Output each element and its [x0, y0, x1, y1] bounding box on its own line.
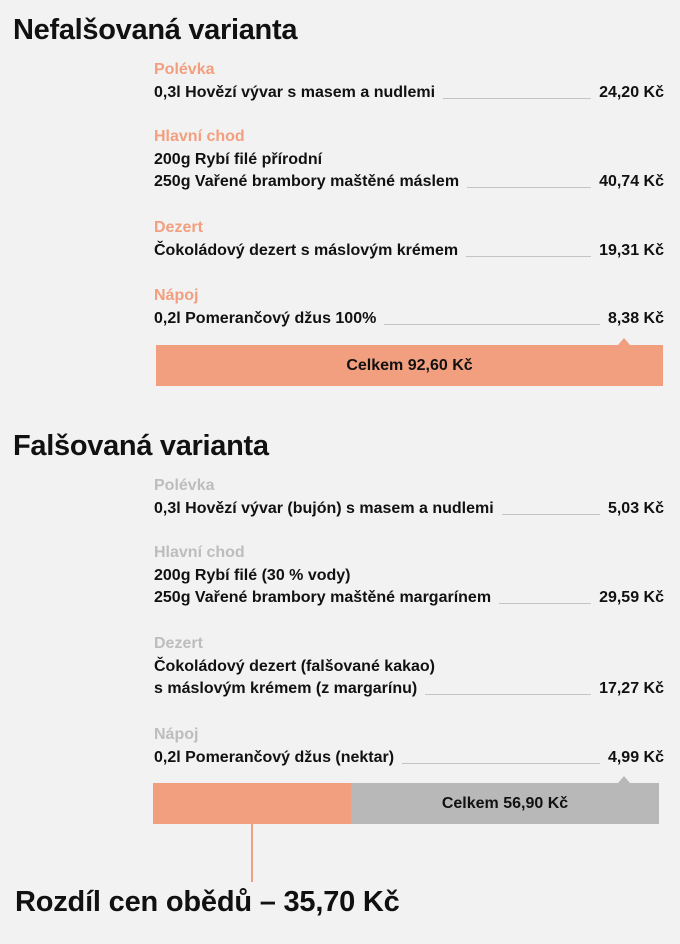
item-text: 0,3l Hovězí vývar s masem a nudlemi — [154, 84, 436, 101]
leader-line — [402, 763, 600, 764]
menu-item-drink — [154, 725, 664, 769]
menu-item-main — [154, 127, 664, 193]
item-line — [154, 308, 664, 330]
category-label: Dezert — [154, 635, 203, 652]
category-label: Polévka — [154, 61, 215, 78]
item-line — [154, 747, 664, 769]
item-price: 29,59 Kč — [599, 589, 664, 606]
bar-total-adulterated — [351, 783, 659, 824]
leader-line — [425, 694, 591, 695]
item-line — [154, 498, 664, 520]
item-price: 5,03 Kč — [607, 500, 664, 517]
item-line — [154, 171, 664, 193]
item-line — [154, 587, 664, 609]
item-price: 4,99 Kč — [607, 749, 664, 766]
item-price: 24,20 Kč — [599, 84, 664, 101]
item-text: 0,3l Hovězí vývar (bujón) s masem a nudlemi — [154, 500, 494, 517]
bar-label: Celkem 56,90 Kč — [441, 794, 569, 812]
menu-item-dessert — [154, 218, 664, 262]
total-notch — [618, 776, 630, 783]
category-label: Hlavní chod — [154, 128, 245, 145]
item-text: Čokoládový dezert s máslovým krémem — [154, 242, 459, 259]
menu-item-drink — [154, 286, 664, 330]
menu-item-main — [154, 543, 664, 609]
category-label: Polévka — [154, 477, 215, 494]
item-line — [154, 82, 664, 104]
category-label: Dezert — [154, 219, 203, 236]
item-text: 0,2l Pomerančový džus 100% — [154, 310, 377, 327]
item-text: s máslovým krémem (z margarínu) — [154, 680, 418, 697]
item-text: 0,2l Pomerančový džus (nektar) — [154, 749, 395, 766]
item-line — [154, 678, 664, 700]
bar-label: Celkem 92,60 Kč — [346, 356, 473, 374]
item-text: Čokoládový dezert (falšované kakao) — [154, 658, 435, 675]
item-line — [154, 240, 664, 262]
item-line — [154, 149, 664, 171]
leader-line — [384, 324, 600, 325]
menu-item-dessert — [154, 634, 664, 700]
item-price: 19,31 Kč — [599, 242, 664, 259]
total-notch — [618, 338, 630, 345]
leader-line — [443, 98, 591, 99]
item-line — [154, 656, 664, 678]
item-price: 8,38 Kč — [607, 310, 664, 327]
item-line — [154, 565, 664, 587]
item-text: 250g Vařené brambory maštěné máslem — [154, 173, 460, 190]
item-text: 200g Rybí filé (30 % vody) — [154, 567, 351, 584]
menu-item-soup — [154, 476, 664, 520]
section-title-adulterated: Falšovaná varianta — [13, 430, 269, 462]
bar-total-unadulterated — [156, 345, 663, 386]
category-label: Hlavní chod — [154, 544, 245, 561]
leader-line — [499, 603, 591, 604]
leader-line — [466, 256, 591, 257]
leader-line — [502, 514, 600, 515]
difference-connector — [251, 824, 253, 882]
item-price: 17,27 Kč — [599, 680, 664, 697]
menu-item-soup — [154, 60, 664, 104]
category-label: Nápoj — [154, 726, 199, 743]
difference-label: Rozdíl cen obědů – 35,70 Kč — [15, 886, 400, 918]
category-label: Nápoj — [154, 287, 199, 304]
bar-difference-segment — [153, 783, 351, 824]
item-text: 250g Vařené brambory maštěné margarínem — [154, 589, 492, 606]
section-title-unadulterated: Nefalšovaná varianta — [13, 14, 298, 46]
item-text: 200g Rybí filé přírodní — [154, 151, 323, 168]
leader-line — [467, 187, 591, 188]
item-price: 40,74 Kč — [599, 173, 664, 190]
